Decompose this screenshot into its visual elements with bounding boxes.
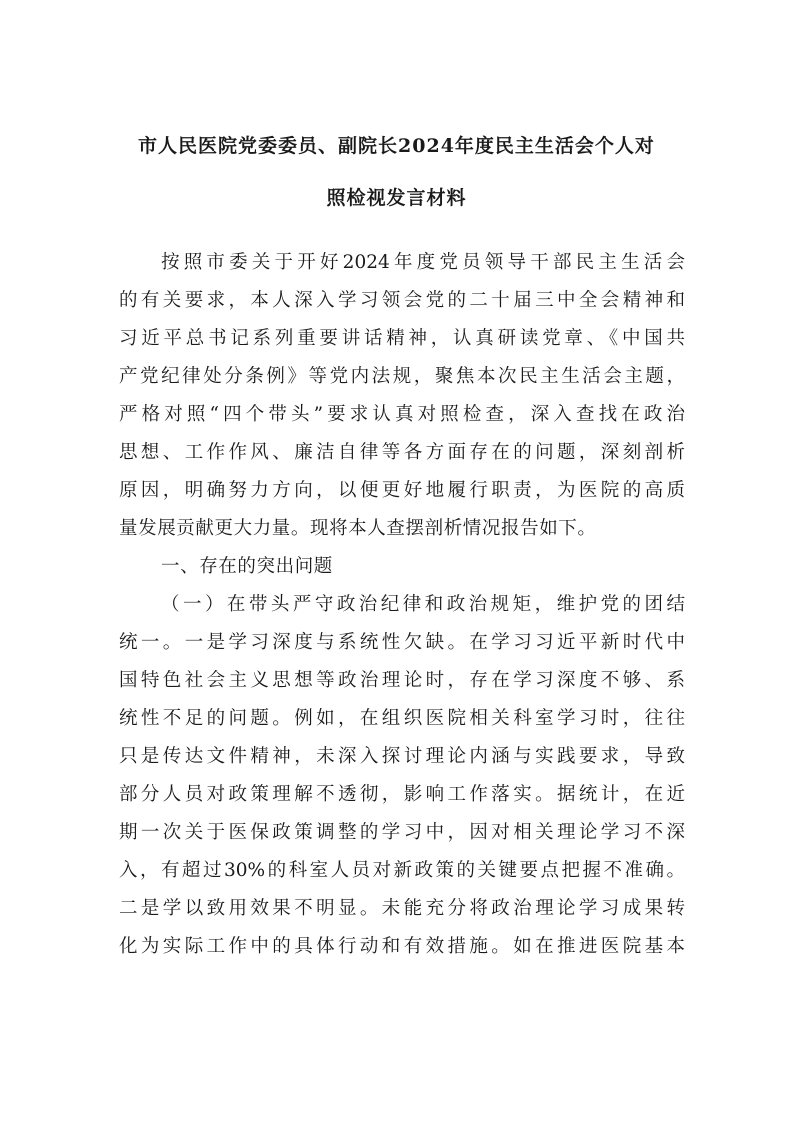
section-paragraph-line: 统性不足的问题。例如，在组织医院相关科室学习时，往往 bbox=[119, 708, 685, 729]
document-title-line-1: 市人民医院党委委员、副院长2024年度民主生活会个人对 bbox=[138, 135, 655, 157]
section-paragraph-line: 统一。一是学习深度与系统性欠缺。在学习习近平新时代中 bbox=[119, 632, 685, 653]
document-title-line-2: 照检视发言材料 bbox=[326, 187, 467, 209]
section-paragraph-line: 只是传达文件精神，未深入探讨理论内涵与实践要求，导致 bbox=[119, 746, 685, 767]
section-paragraph-line: 二是学以致用效果不明显。未能充分将政治理论学习成果转 bbox=[119, 898, 685, 919]
section-paragraph-line: （一）在带头严守政治纪律和政治规矩，维护党的团结 bbox=[161, 594, 685, 615]
section-paragraph-line: 部分人员对政策理解不透彻，影响工作落实。据统计，在近 bbox=[119, 784, 685, 805]
section-paragraph-line: 国特色社会主义思想等政治理论时，存在学习深度不够、系 bbox=[119, 670, 685, 691]
intro-paragraph-line: 习近平总书记系列重要讲话精神，认真研读党章、《中国共 bbox=[119, 328, 685, 349]
section-heading: 一、存在的突出问题 bbox=[161, 556, 333, 577]
section-paragraph-line: 入，有超过30%的科室人员对新政策的关键要点把握不准确。 bbox=[119, 860, 685, 881]
intro-paragraph-line: 思想、工作作风、廉洁自律等各方面存在的问题，深刻剖析 bbox=[119, 442, 685, 463]
intro-paragraph-line: 量发展贡献更大力量。现将本人查摆剖析情况报告如下。 bbox=[119, 518, 597, 539]
intro-paragraph-line: 原因，明确努力方向，以便更好地履行职责，为医院的高质 bbox=[119, 480, 685, 501]
intro-paragraph-line: 按照市委关于开好2024年度党员领导干部民主生活会 bbox=[161, 252, 685, 273]
section-paragraph-line: 化为实际工作中的具体行动和有效措施。如在推进医院基本 bbox=[119, 936, 685, 957]
intro-paragraph-line: 的有关要求，本人深入学习领会党的二十届三中全会精神和 bbox=[119, 290, 685, 311]
intro-paragraph-line: 产党纪律处分条例》等党内法规，聚焦本次民主生活会主题， bbox=[119, 366, 685, 387]
intro-paragraph-line: 严格对照“四个带头”要求认真对照检查，深入查找在政治 bbox=[119, 404, 685, 425]
section-paragraph-line: 期一次关于医保政策调整的学习中，因对相关理论学习不深 bbox=[119, 822, 685, 843]
